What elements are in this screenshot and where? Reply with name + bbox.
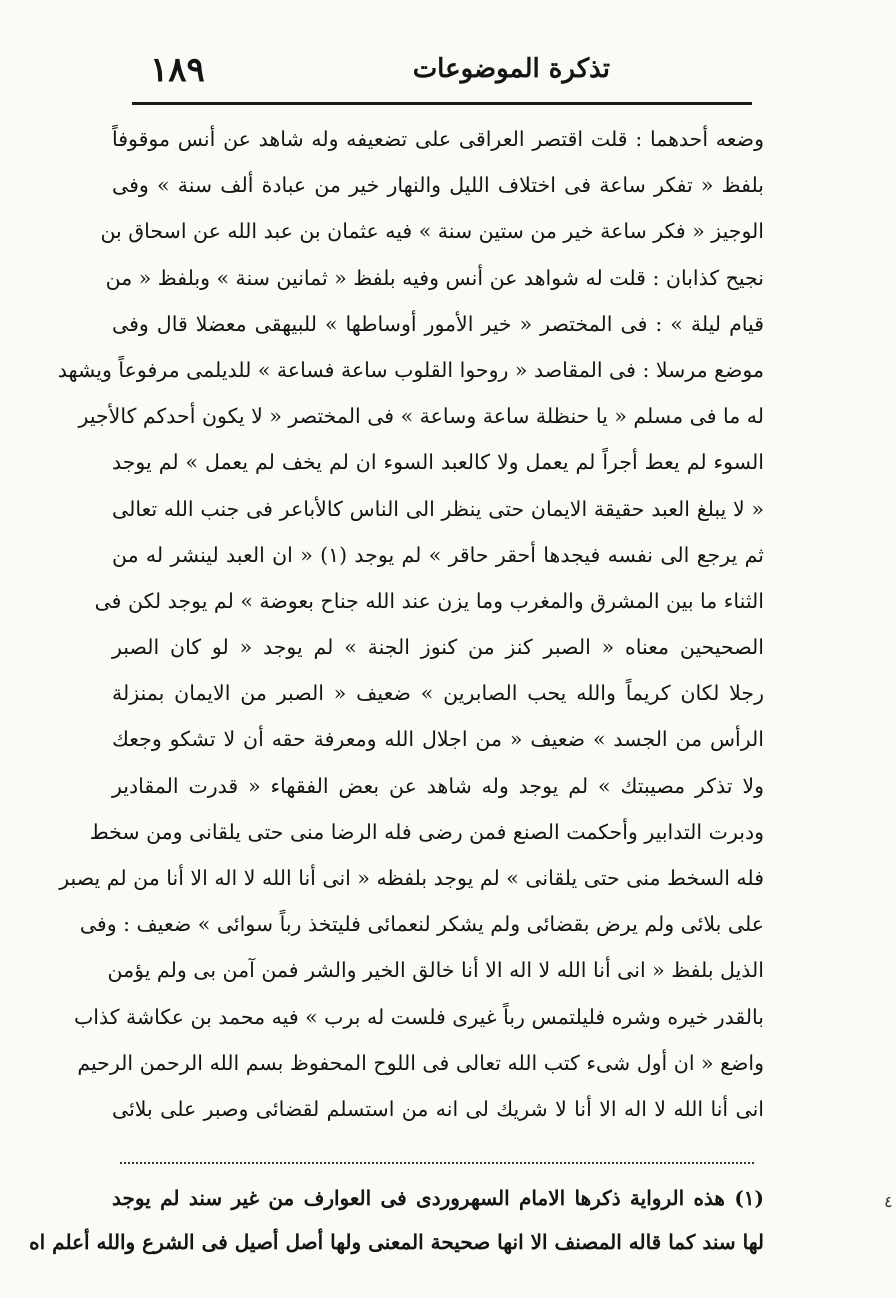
footnote	[29, 1176, 764, 1264]
page-number: ١٨٩	[150, 50, 205, 90]
running-title: تذكرة الموضوعات	[412, 54, 610, 84]
text-line: بالقدر خيره وشره فليلتمس رباً غيرى فلست له برب » فيه محمد بن عكاشة كذاب	[73, 1004, 764, 1029]
main-text	[57, 116, 764, 1132]
text-line: السوء لم يعط أجراً لم يعمل ولا كالعبد السوء ان لم يخف لم يعمل » لم يوجد	[112, 450, 764, 475]
footnote-divider	[120, 1162, 754, 1164]
text-line: الذيل بلفظ « انى أنا الله لا اله الا أنا خالق الخير والشر فمن آمن بى ولم يؤمن	[107, 958, 764, 983]
text-line: ودبرت التدابير وأحكمت الصنع فمن رضى فله الرضا منى حتى يلقانى ومن سخط	[89, 819, 764, 844]
text-line: الوجيز « فكر ساعة خير من ستين سنة » فيه عثمان بن عبد الله عن اسحاق بن	[100, 219, 764, 244]
text-line: قيام ليلة » : فى المختصر « خير الأمور أوساطها » للبيهقى معضلا قال وفى	[112, 311, 764, 336]
text-line: « لا يبلغ العبد حقيقة الايمان حتى ينظر الى الناس كالأباعر فى جنب الله تعالى	[112, 496, 764, 521]
text-line: موضع مرسلا : فى المقاصد « روحوا القلوب ساعة فساعة » للديلمى مرفوعاً ويشهد	[57, 357, 764, 382]
text-line: فله السخط منى حتى يلقانى » لم يوجد بلفظه « انى أنا الله لا اله الا أنا من لم يصبر	[59, 866, 764, 890]
header-rule	[132, 102, 752, 105]
text-line: الثناء ما بين المشرق والمغرب وما يزن عند الله جناح بعوضة » لم يوجد لكن فى	[94, 588, 764, 613]
text-line: الصحيحين معناه « الصبر كنز من كنوز الجنة » لم يوجد « لو كان الصبر	[112, 635, 764, 660]
text-line: نجيح كذابان : قلت له شواهد عن أنس وفيه بلفظ « ثمانين سنة » وبلفظ « من	[105, 265, 764, 290]
text-line: الرأس من الجسد » ضعيف « من اجلال الله ومعرفة حقه أن لا تشكو وجعك	[112, 727, 764, 752]
running-header	[120, 48, 760, 96]
text-line: انى أنا الله لا اله الا أنا لا شريك لى انه من استسلم لقضائى وصبر على بلائى	[112, 1096, 764, 1121]
footnote-line: لها سند كما قاله المصنف الا انها صحيحة المعنى ولها أصل أصيل فى الشرع والله أعلم اه	[29, 1230, 764, 1254]
text-line: له ما فى مسلم « يا حنظلة ساعة وساعة » فى المختصر « لا يكون أحدكم كالأجير	[78, 404, 764, 429]
footnote-line: (١) هذه الرواية ذكرها الامام السهروردى فى العوارف من غير سند لم يوجد	[112, 1186, 764, 1210]
text-line: بلفظ « تفكر ساعة فى اختلاف الليل والنهار خير من عبادة ألف سنة » وفى	[112, 173, 764, 198]
text-line: وضعه أحدهما : قلت اقتصر العراقى على تضعيفه وله شاهد عن أنس موقوفاً	[112, 127, 764, 151]
text-line: ولا تذكر مصيبتك » لم يوجد وله شاهد عن بعض الفقهاء « قدرت المقادير	[112, 773, 764, 798]
text-line: واضع « ان أول شىء كتب الله تعالى فى اللوح المحفوظ بسم الله الرحمن الرحيم	[77, 1050, 764, 1075]
text-line: رجلا لكان كريماً والله يحب الصابرين » ضعيف « الصبر من الايمان بمنزلة	[112, 681, 764, 706]
text-line: ثم يرجع الى نفسه فيجدها أحقر حاقر » لم يوجد (١) « ان العبد لينشر له من	[112, 542, 764, 567]
text-line: على بلائى ولم يرض بقضائى ولم يشكر لنعمائى فليتخذ رباً سوائى » ضعيف : وفى	[79, 912, 764, 937]
margin-mark: ٤	[884, 1192, 893, 1211]
